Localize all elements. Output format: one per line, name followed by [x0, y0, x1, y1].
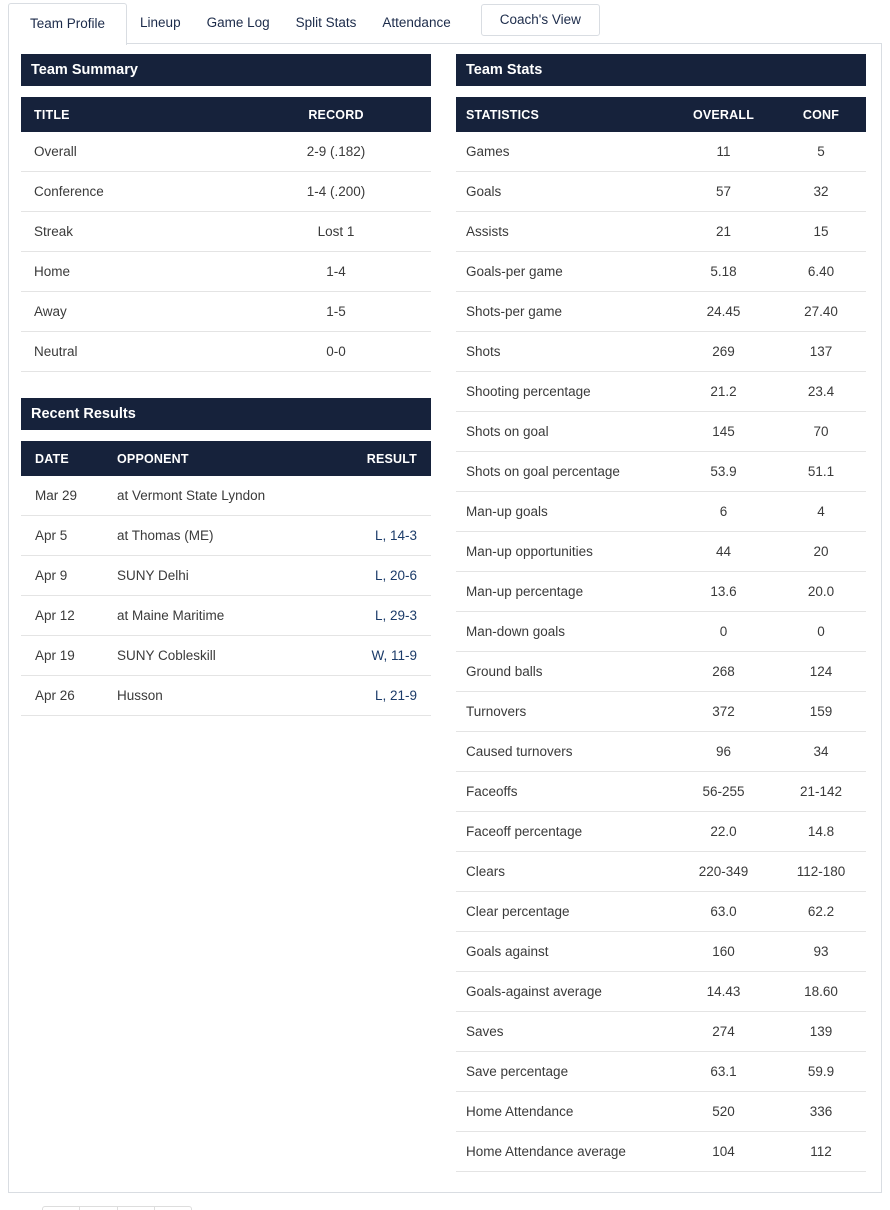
result-link[interactable]: L, 20-6	[374, 568, 417, 583]
stat-conf-cell: 32	[776, 172, 866, 212]
stat-conf-cell: 18.60	[776, 972, 866, 1012]
stat-overall-cell: 24.45	[671, 292, 776, 332]
table-row	[456, 212, 866, 252]
stat-label-cell: Assists	[456, 212, 671, 252]
stat-overall-cell: 14.43	[671, 972, 776, 1012]
table-row	[456, 452, 866, 492]
table-row	[456, 492, 866, 532]
table-row	[21, 676, 431, 716]
result-score-cell	[322, 556, 431, 596]
table-row	[456, 772, 866, 812]
cropped-bottom-button-group[interactable]	[42, 1206, 192, 1210]
result-date-cell: Mar 29	[21, 476, 117, 516]
table-row	[456, 532, 866, 572]
stat-overall-cell: 63.1	[671, 1052, 776, 1092]
stat-conf-cell: 20.0	[776, 572, 866, 612]
stat-conf-cell: 139	[776, 1012, 866, 1052]
stat-overall-cell: 145	[671, 412, 776, 452]
table-row	[21, 332, 431, 372]
stat-overall-cell: 274	[671, 1012, 776, 1052]
stat-label-cell: Turnovers	[456, 692, 671, 732]
stat-label-cell: Save percentage	[456, 1052, 671, 1092]
stat-overall-cell: 160	[671, 932, 776, 972]
table-header-row	[456, 97, 866, 132]
summary-record-cell: Lost 1	[241, 212, 431, 252]
table-row	[456, 372, 866, 412]
result-date-cell: Apr 9	[21, 556, 117, 596]
summary-title-cell: Away	[21, 292, 241, 332]
stat-conf-cell: 0	[776, 612, 866, 652]
team-stats-section	[456, 54, 866, 1172]
team-summary-section	[21, 54, 431, 372]
stat-label-cell: Man-up goals	[456, 492, 671, 532]
stat-label-cell: Home Attendance average	[456, 1132, 671, 1172]
result-score-cell	[322, 516, 431, 556]
tab-bar	[8, 3, 890, 43]
result-opponent-cell: at Thomas (ME)	[117, 516, 322, 556]
stat-overall-cell: 0	[671, 612, 776, 652]
stat-conf-cell: 14.8	[776, 812, 866, 852]
stat-overall-cell: 520	[671, 1092, 776, 1132]
summary-title-cell: Overall	[21, 132, 241, 172]
table-row	[456, 692, 866, 732]
table-row	[21, 172, 431, 212]
column-header-title: TITLE	[21, 97, 241, 132]
table-row	[456, 572, 866, 612]
stat-overall-cell: 13.6	[671, 572, 776, 612]
result-opponent-cell: at Maine Maritime	[117, 596, 322, 636]
table-row	[21, 476, 431, 516]
stat-overall-cell: 11	[671, 132, 776, 172]
result-opponent-cell: at Vermont State Lyndon	[117, 476, 322, 516]
tab-team-profile[interactable]: Team Profile	[8, 3, 127, 45]
summary-title-cell: Streak	[21, 212, 241, 252]
stat-conf-cell: 15	[776, 212, 866, 252]
summary-title-cell: Conference	[21, 172, 241, 212]
stat-conf-cell: 23.4	[776, 372, 866, 412]
team-summary-table	[21, 97, 431, 372]
summary-title-cell: Neutral	[21, 332, 241, 372]
result-link[interactable]: L, 21-9	[374, 688, 417, 703]
column-header-result: RESULT	[322, 441, 431, 476]
stat-conf-cell: 336	[776, 1092, 866, 1132]
stat-overall-cell: 44	[671, 532, 776, 572]
stat-label-cell: Faceoff percentage	[456, 812, 671, 852]
result-link[interactable]: W, 11-9	[371, 648, 417, 663]
tab-lineup[interactable]: Lineup	[140, 15, 181, 30]
table-row	[21, 252, 431, 292]
result-score-cell	[322, 636, 431, 676]
stat-conf-cell: 93	[776, 932, 866, 972]
table-header-row	[21, 441, 431, 476]
left-column	[21, 54, 431, 1198]
column-header-record: RECORD	[241, 97, 431, 132]
table-row	[456, 1092, 866, 1132]
stat-conf-cell: 6.40	[776, 252, 866, 292]
table-row	[456, 1052, 866, 1092]
table-row	[21, 292, 431, 332]
result-score-cell	[322, 676, 431, 716]
stat-label-cell: Man-down goals	[456, 612, 671, 652]
column-header-date: DATE	[21, 441, 117, 476]
stat-label-cell: Goals-per game	[456, 252, 671, 292]
stat-overall-cell: 22.0	[671, 812, 776, 852]
table-row	[456, 652, 866, 692]
stat-conf-cell: 34	[776, 732, 866, 772]
tab-attendance[interactable]: Attendance	[382, 15, 451, 30]
table-row	[456, 612, 866, 652]
table-row	[456, 412, 866, 452]
table-row	[21, 556, 431, 596]
stat-conf-cell: 59.9	[776, 1052, 866, 1092]
team-stats-heading: Team Stats	[456, 54, 866, 86]
result-opponent-cell: Husson	[117, 676, 322, 716]
stat-label-cell: Saves	[456, 1012, 671, 1052]
summary-title-cell: Home	[21, 252, 241, 292]
table-row	[456, 1132, 866, 1172]
table-row	[21, 132, 431, 172]
table-row	[456, 732, 866, 772]
result-opponent-cell: SUNY Delhi	[117, 556, 322, 596]
stat-conf-cell: 70	[776, 412, 866, 452]
stat-conf-cell: 51.1	[776, 452, 866, 492]
table-row	[456, 972, 866, 1012]
result-date-cell: Apr 12	[21, 596, 117, 636]
stat-overall-cell: 57	[671, 172, 776, 212]
team-profile-page	[0, 3, 890, 1210]
result-date-cell: Apr 19	[21, 636, 117, 676]
stat-overall-cell: 269	[671, 332, 776, 372]
column-header-statistics: STATISTICS	[456, 97, 671, 132]
tab-game-log[interactable]: Game Log	[206, 15, 270, 30]
stat-conf-cell: 112-180	[776, 852, 866, 892]
stat-overall-cell: 220-349	[671, 852, 776, 892]
stat-label-cell: Clear percentage	[456, 892, 671, 932]
table-row	[456, 932, 866, 972]
recent-results-heading: Recent Results	[21, 398, 431, 430]
stat-label-cell: Man-up percentage	[456, 572, 671, 612]
result-link[interactable]: L, 29-3	[374, 608, 417, 623]
team-stats-table	[456, 97, 866, 1172]
tab-coachs-view[interactable]: Coach's View	[481, 4, 600, 36]
result-date-cell: Apr 5	[21, 516, 117, 556]
stat-conf-cell: 124	[776, 652, 866, 692]
table-row	[456, 292, 866, 332]
stat-label-cell: Shots on goal percentage	[456, 452, 671, 492]
stat-label-cell: Shots on goal	[456, 412, 671, 452]
stat-label-cell: Shooting percentage	[456, 372, 671, 412]
table-row	[21, 636, 431, 676]
column-header-conf: CONF	[776, 97, 866, 132]
result-opponent-cell: SUNY Cobleskill	[117, 636, 322, 676]
table-row	[456, 132, 866, 172]
stat-conf-cell: 4	[776, 492, 866, 532]
stat-label-cell: Goals	[456, 172, 671, 212]
stat-overall-cell: 5.18	[671, 252, 776, 292]
stat-label-cell: Man-up opportunities	[456, 532, 671, 572]
stat-label-cell: Clears	[456, 852, 671, 892]
stat-conf-cell: 27.40	[776, 292, 866, 332]
table-row	[456, 892, 866, 932]
right-column	[456, 54, 866, 1198]
summary-record-cell: 1-4 (.200)	[241, 172, 431, 212]
column-header-overall: OVERALL	[671, 97, 776, 132]
stat-label-cell: Shots	[456, 332, 671, 372]
stat-label-cell: Goals-against average	[456, 972, 671, 1012]
stat-conf-cell: 20	[776, 532, 866, 572]
recent-results-section	[21, 398, 431, 716]
stat-overall-cell: 21	[671, 212, 776, 252]
table-header-row	[21, 97, 431, 132]
tab-split-stats[interactable]: Split Stats	[295, 15, 357, 30]
stat-label-cell: Home Attendance	[456, 1092, 671, 1132]
stat-conf-cell: 21-142	[776, 772, 866, 812]
content-panel	[8, 43, 882, 1193]
column-header-opponent: OPPONENT	[117, 441, 322, 476]
stat-conf-cell: 5	[776, 132, 866, 172]
stat-label-cell: Ground balls	[456, 652, 671, 692]
stat-conf-cell: 112	[776, 1132, 866, 1172]
stat-overall-cell: 96	[671, 732, 776, 772]
table-row	[456, 332, 866, 372]
stat-overall-cell: 21.2	[671, 372, 776, 412]
stat-overall-cell: 372	[671, 692, 776, 732]
result-score-cell	[322, 596, 431, 636]
stat-conf-cell: 62.2	[776, 892, 866, 932]
stat-overall-cell: 6	[671, 492, 776, 532]
table-row	[21, 596, 431, 636]
stat-conf-cell: 137	[776, 332, 866, 372]
recent-results-table	[21, 441, 431, 716]
stat-overall-cell: 63.0	[671, 892, 776, 932]
team-summary-heading: Team Summary	[21, 54, 431, 86]
stat-label-cell: Caused turnovers	[456, 732, 671, 772]
result-date-cell: Apr 26	[21, 676, 117, 716]
stat-label-cell: Shots-per game	[456, 292, 671, 332]
result-link[interactable]: L, 14-3	[374, 528, 417, 543]
summary-record-cell: 1-4	[241, 252, 431, 292]
table-row	[21, 212, 431, 252]
table-row	[21, 516, 431, 556]
summary-record-cell: 0-0	[241, 332, 431, 372]
stat-conf-cell: 159	[776, 692, 866, 732]
stat-label-cell: Goals against	[456, 932, 671, 972]
stat-overall-cell: 56-255	[671, 772, 776, 812]
table-row	[456, 1012, 866, 1052]
table-row	[456, 252, 866, 292]
table-row	[456, 172, 866, 212]
result-score-cell	[322, 476, 431, 516]
stat-overall-cell: 268	[671, 652, 776, 692]
stat-overall-cell: 53.9	[671, 452, 776, 492]
stat-label-cell: Games	[456, 132, 671, 172]
stat-label-cell: Faceoffs	[456, 772, 671, 812]
summary-record-cell: 2-9 (.182)	[241, 132, 431, 172]
table-row	[456, 812, 866, 852]
table-row	[456, 852, 866, 892]
stat-overall-cell: 104	[671, 1132, 776, 1172]
summary-record-cell: 1-5	[241, 292, 431, 332]
